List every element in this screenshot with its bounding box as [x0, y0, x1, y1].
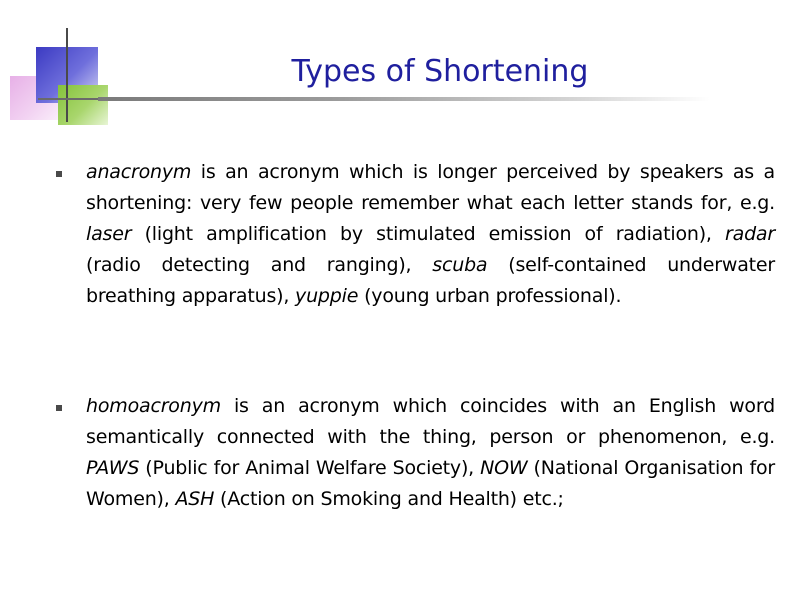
text-segment: (Public for Animal Welfare Society), [139, 457, 481, 479]
title-underline [98, 97, 710, 101]
term-radar: radar [725, 223, 775, 245]
term-homoacronym: homoacronym [86, 395, 221, 417]
decor-vertical-line [66, 28, 68, 122]
text-segment: (young urban professional). [358, 285, 622, 307]
term-laser: laser [86, 223, 132, 245]
text-segment: (light amplification by stimulated emission of radiation), [131, 223, 726, 245]
term-scuba: scuba [432, 254, 488, 276]
term-ash: ASH [175, 488, 215, 510]
term-now: NOW [480, 457, 528, 479]
text-segment: (self-contained underwater breathing apparatus), [86, 254, 775, 307]
text-segment: (National Organisation for Women), [86, 457, 775, 510]
bullet-item-homoacronym [50, 391, 775, 515]
text-segment: is an acronym which coincides with an English word semantically connected with the thing, person or phenomenon, e.g. [86, 395, 775, 448]
bullet-square-icon [56, 405, 62, 411]
bullet-list [50, 157, 775, 515]
text-segment: (Action on Smoking and Health) etc.; [214, 488, 564, 510]
term-anacronym: anacronym [86, 161, 192, 183]
term-yuppie: yuppie [295, 285, 359, 307]
slide-title: Types of Shortening [291, 54, 589, 89]
bullet-square-icon [56, 171, 62, 177]
term-paws: PAWS [86, 457, 140, 479]
text-segment: is an acronym which is longer perceived by speakers as a shortening: very few people remember what each letter stands for, e.g. [86, 161, 775, 214]
text-segment: (radio detecting and ranging), [86, 254, 433, 276]
bullet-item-anacronym [50, 157, 775, 312]
